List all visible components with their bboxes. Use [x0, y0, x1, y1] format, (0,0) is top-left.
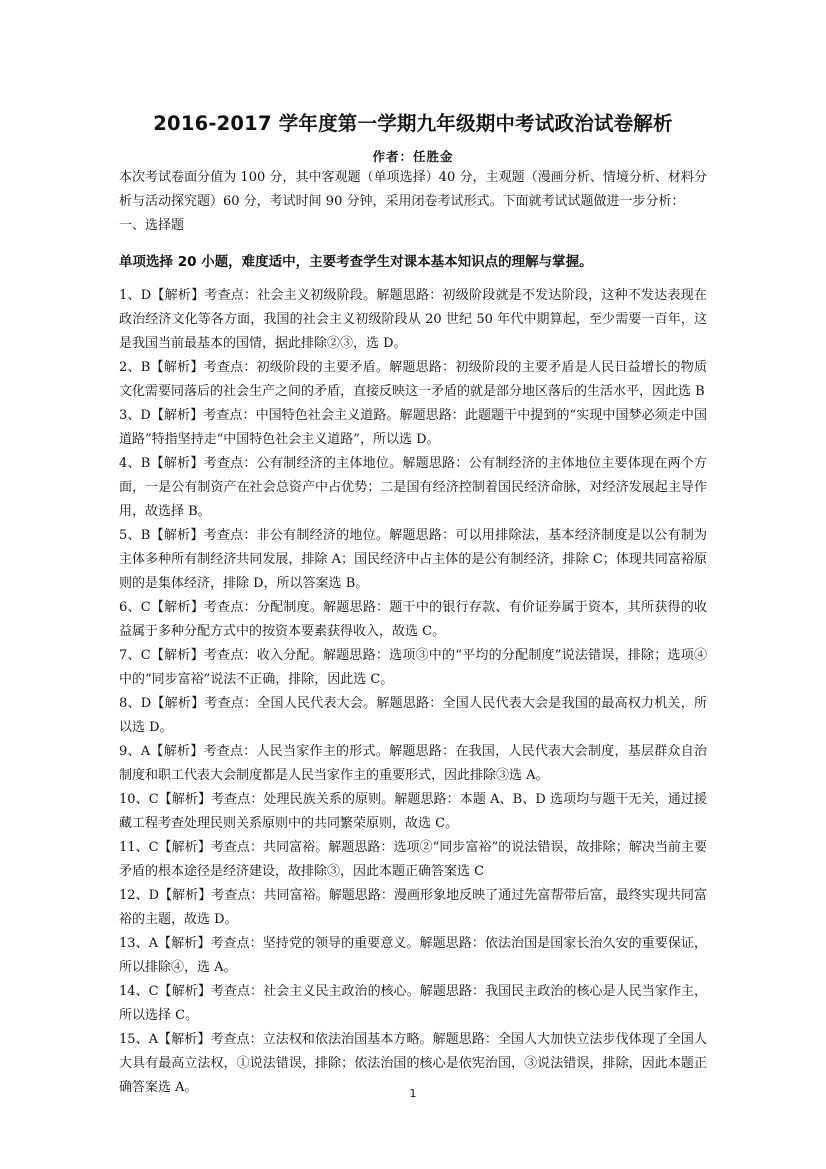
answer-item-3: 3、D【解析】考查点：中国特色社会主义道路。解题思路：此题题干中提到的“实现中国梦必须走中国道路”特指坚持走“中国特色社会主义道路”，所以选 D。 — [119, 408, 707, 447]
document-author: 作者：任胜金 — [372, 149, 454, 164]
intro-paragraph: 本次考试卷面分值为 100 分，其中客观题（单项选择）40 分，主观题（漫画分析、情境分析、材料分析与活动探究题）60 分，考试时间 90 分钟，采用闭卷考试形式。下面就考试试题做进一步分析： — [119, 170, 707, 209]
page-number: 1 — [409, 1087, 417, 1100]
answer-item-6: 6、C【解析】考查点：分配制度。解题思路：题干中的银行存款、有价证券属于资本，其所获得的收益属于多种分配方式中的按资本要素获得收入，故选 C。 — [119, 600, 707, 639]
section-title: 一、选择题 — [119, 218, 185, 233]
section-lead: 单项选择 20 小题，难度适中，主要考查学生对课本基本知识点的理解与掌握。 — [119, 254, 593, 270]
answer-item-4: 4、B【解析】考查点：公有制经济的主体地位。解题思路：公有制经济的主体地位主要体现在两个方面，一是公有制资产在社会总资产中占优势；二是国有经济控制着国民经济命脉，对经济发展起主导作用，故选择 B。 — [119, 456, 707, 519]
answer-item-1: 1、D【解析】考查点：社会主义初级阶段。解题思路：初级阶段就是不发达阶段，这种不发达表现在政治经济文化等各方面，我国的社会主义初级阶段从 20 世纪 50 年代中期算起，至少需要一百年，这是我国当前最基本的国情，据此排除②③，选 D。 — [119, 288, 707, 351]
answer-item-5: 5、B【解析】考查点：非公有制经济的地位。解题思路：可以用排除法，基本经济制度是以公有制为主体多种所有制经济共同发展，排除 A；国民经济中占主体的是公有制经济，排除 C；体现共同富裕原则的是集体经济，排除 D，所以答案选 B。 — [119, 528, 707, 591]
answer-item-9: 9、A【解析】考查点：人民当家作主的形式。解题思路：在我国，人民代表大会制度，基层群众自治制度和职工代表大会制度都是人民当家作主的重要形式，因此排除③选 A。 — [119, 744, 707, 783]
answer-item-14: 14、C【解析】考查点：社会主义民主政治的核心。解题思路：我国民主政治的核心是人民当家作主，所以选择 C。 — [119, 984, 707, 1023]
document-title: 2016-2017 学年度第一学期九年级期中考试政治试卷解析 — [153, 112, 673, 135]
answer-item-2: 2、B【解析】考查点：初级阶段的主要矛盾。解题思路：初级阶段的主要矛盾是人民日益增长的物质文化需要同落后的社会生产之间的矛盾，直接反映这一矛盾的就是部分地区落后的生活水平，因此选 B — [119, 360, 707, 399]
answer-item-11: 11、C【解析】考查点：共同富裕。解题思路：选项②“同步富裕”的说法错误，故排除；解决当前主要矛盾的根本途径是经济建设，故排除③，因此本题正确答案选 C — [119, 840, 707, 879]
answer-list — [119, 284, 707, 1100]
answer-item-13: 13、A【解析】考查点：坚持党的领导的重要意义。解题思路：依法治国是国家长治久安的重要保证，所以排除④，选 A。 — [119, 936, 707, 975]
answer-item-7: 7、C【解析】考查点：收入分配。解题思路：选项③中的“平均的分配制度”说法错误，排除；选项④中的“同步富裕”说法不正确，排除，因此选 C。 — [119, 648, 707, 687]
answer-item-10: 10、C【解析】考查点：处理民族关系的原则。解题思路：本题 A、B、D 选项均与题干无关，通过援藏工程考查处理民则关系原则中的共同繁荣原则，故选 C。 — [119, 792, 707, 831]
answer-item-8: 8、D【解析】考查点：全国人民代表大会。解题思路：全国人民代表大会是我国的最高权力机关，所以选 D。 — [119, 696, 707, 735]
answer-item-15: 15、A【解析】考查点：立法权和依法治国基本方略。解题思路：全国人大加快立法步伐体现了全国人大具有最高立法权，①说法错误，排除；依法治国的核心是依宪治国，③说法错误，排除，因此本题正确答案选 A。 — [119, 1032, 707, 1095]
answer-item-12: 12、D【解析】考查点：共同富裕。解题思路：漫画形象地反映了通过先富帮带后富，最终实现共同富裕的主题，故选 D。 — [119, 888, 707, 927]
document-body — [119, 166, 707, 1100]
